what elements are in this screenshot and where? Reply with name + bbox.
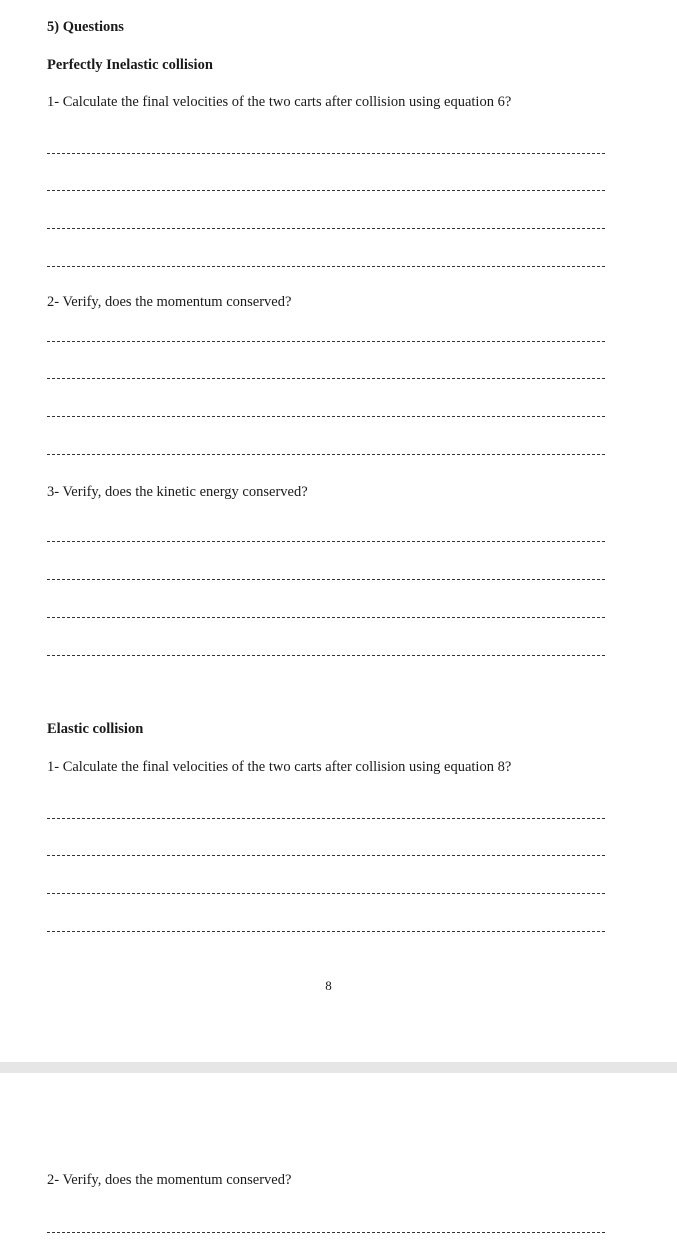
- answer-line: [47, 341, 605, 342]
- inelastic-question-3: 3- Verify, does the kinetic energy conserved?: [47, 484, 308, 500]
- inelastic-question-1: 1- Calculate the final velocities of the two carts after collision using equation 6?: [47, 94, 512, 110]
- answer-line: [47, 378, 605, 379]
- answer-line: [47, 416, 605, 417]
- answer-line: [47, 190, 605, 191]
- answer-line: [47, 228, 605, 229]
- answer-line: [47, 818, 605, 819]
- answer-line: [47, 931, 605, 932]
- elastic-heading: Elastic collision: [47, 721, 144, 737]
- page-number: 8: [325, 978, 332, 993]
- elastic-question-1: 1- Calculate the final velocities of the two carts after collision using equation 8?: [47, 759, 512, 775]
- answer-line: [47, 893, 605, 894]
- answer-line: [47, 266, 605, 267]
- section-title: 5) Questions: [47, 19, 124, 35]
- answer-line: [47, 153, 605, 154]
- worksheet-page-9: [0, 1073, 677, 1250]
- answer-line: [47, 454, 605, 455]
- inelastic-question-2: 2- Verify, does the momentum conserved?: [47, 294, 292, 310]
- answer-line: [47, 1232, 605, 1233]
- answer-line: [47, 855, 605, 856]
- page-separator: [0, 1062, 677, 1073]
- inelastic-heading: Perfectly Inelastic collision: [47, 57, 213, 73]
- answer-line: [47, 617, 605, 618]
- elastic-question-2: 2- Verify, does the momentum conserved?: [47, 1172, 292, 1188]
- answer-line: [47, 541, 605, 542]
- answer-line: [47, 579, 605, 580]
- answer-line: [47, 655, 605, 656]
